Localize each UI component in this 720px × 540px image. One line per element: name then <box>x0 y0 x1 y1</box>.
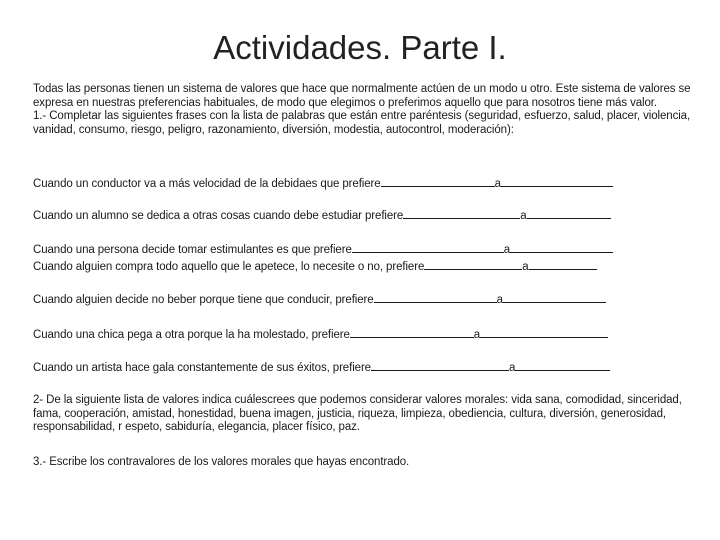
blank-1b[interactable] <box>501 176 613 187</box>
sentence-3 <box>33 242 613 257</box>
intro-block <box>33 83 693 137</box>
connector: a <box>522 261 529 273</box>
sentence-3-text: Cuando una persona decide tomar estimulantes es que prefiere <box>33 244 352 256</box>
blank-6a[interactable] <box>350 327 474 338</box>
intro-paragraph: Todas las personas tienen un sistema de valores que hace que normalmente actúen de un modo u otro. Este sistema de valores se expresa en nuestras preferencias habituales, de modo que elegimos o preferimos aquello que para nosotros tiene más valor. <box>33 83 691 109</box>
connector: a <box>494 178 501 190</box>
blank-5b[interactable] <box>503 292 606 303</box>
sentence-6 <box>33 327 608 342</box>
sentence-4 <box>33 259 597 274</box>
blank-4a[interactable] <box>424 259 522 270</box>
blank-2a[interactable] <box>403 208 520 219</box>
connector: a <box>508 362 516 374</box>
exercise-2-block <box>33 394 693 435</box>
exercise-2-text: 2- De la siguiente lista de valores indica cuálescrees que podemos considerar valores morales: vida sana, comodidad, sinceridad, fama, cooperación, amistad, honestidad, buena imagen, justicia, riqueza, limpieza, obediencia, cultura, diversión, generosidad, responsabilidad, r espeto, sabiduría, elegancia, placer físico, paz. <box>33 394 682 433</box>
blank-2b[interactable] <box>527 208 611 219</box>
blank-7a[interactable] <box>371 360 509 371</box>
blank-4b[interactable] <box>529 259 597 270</box>
sentence-2 <box>33 208 611 223</box>
blank-1a[interactable] <box>381 176 495 187</box>
exercise-3-block <box>33 456 693 470</box>
blank-3b[interactable] <box>510 242 613 253</box>
blank-5a[interactable] <box>374 292 497 303</box>
sentence-7 <box>33 360 610 375</box>
connector: a <box>496 294 503 306</box>
connector: a <box>520 210 527 222</box>
exercise-3-text: 3.- Escribe los contravalores de los valores morales que hayas encontrado. <box>33 456 410 468</box>
sentence-5-text: Cuando alguien decide no beber porque tiene que conducir, prefiere <box>33 294 374 306</box>
sentence-1 <box>33 176 613 191</box>
page-title: Actividades. Parte I. <box>213 29 507 66</box>
sentence-1-text: Cuando un conductor va a más velocidad de la debidaes que prefiere <box>33 178 381 190</box>
blank-6b[interactable] <box>480 327 608 338</box>
connector: a <box>503 244 511 256</box>
connector: a <box>473 329 481 341</box>
blank-3a[interactable] <box>352 242 504 253</box>
sentence-7-text: Cuando un artista hace gala constantemente de sus éxitos, prefiere <box>33 362 371 374</box>
sentence-5 <box>33 292 606 307</box>
exercise-1-instructions: 1.- Completar las siguientes frases con la lista de palabras que están entre paréntesis (seguridad, esfuerzo, salud, placer, violencia, vanidad, consumo, riesgo, peligro, razonamiento, diversión, modestia, autocontrol, moderación): <box>33 110 691 136</box>
sentence-6-text: Cuando una chica pega a otra porque la ha molestado, prefiere <box>33 329 350 341</box>
sentence-2-text: Cuando un alumno se dedica a otras cosas cuando debe estudiar prefiere <box>33 210 404 222</box>
sentence-4-text: Cuando alguien compra todo aquello que le apetece, lo necesite o no, prefiere <box>33 261 425 273</box>
blank-7b[interactable] <box>515 360 610 371</box>
